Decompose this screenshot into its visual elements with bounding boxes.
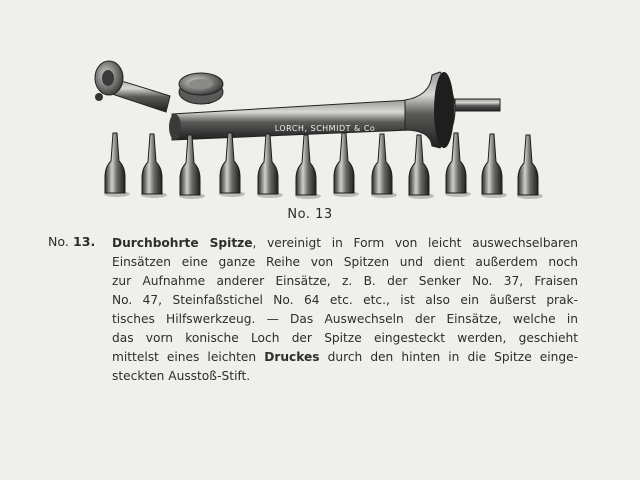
emphasis-druckes: Druckes bbox=[264, 350, 320, 364]
description-line: No. 47, Steinfaßstichel No. 64 etc. etc., ist also ein äußerst prak- bbox=[112, 293, 578, 307]
tip-insert bbox=[104, 133, 130, 197]
entry-number-prefix: No. bbox=[48, 234, 69, 249]
description-line: mittelst eines leichten Druckes durch den hinten in die Spitze einge- bbox=[112, 350, 579, 364]
entry-number-value: 13. bbox=[72, 234, 96, 249]
description-line: steckten Ausstoß-Stift. bbox=[112, 369, 251, 383]
tip-insert bbox=[371, 134, 397, 198]
tip-insert bbox=[517, 135, 543, 199]
brand-engraving: LORCH, SCHMIDT & Co bbox=[274, 124, 376, 133]
tip-insert bbox=[333, 133, 359, 197]
cap-disc-drawing bbox=[179, 73, 223, 104]
description-line: Durchbohrte Spitze, vereinigt in Form von leicht auswechselbaren bbox=[112, 236, 578, 250]
tool-illustration bbox=[0, 0, 640, 205]
tip-insert bbox=[295, 135, 321, 199]
description-line: tisches Hilfswerkzeug. — Das Auswechseln der Einsätze, welche in bbox=[112, 312, 578, 326]
tip-insert bbox=[179, 135, 205, 199]
entry-description bbox=[112, 234, 578, 386]
tip-insert bbox=[257, 134, 283, 198]
entry-number bbox=[48, 234, 95, 249]
tip-insert bbox=[481, 134, 507, 198]
tip-insert bbox=[219, 133, 245, 197]
tip-insert bbox=[408, 135, 434, 199]
description-line: das vorn konische Loch der Spitze eingesteckt werden, geschieht bbox=[112, 331, 578, 345]
description-line: zur Aufnahme anderer Einsätze, z. B. der Senker No. 37, Fraisen bbox=[112, 274, 578, 288]
tip-insert bbox=[141, 134, 167, 198]
tips-row bbox=[104, 133, 543, 199]
product-name: Durchbohrte Spitze bbox=[112, 236, 253, 250]
description-line: Einsätzen eine ganze Reihe von Spitzen und dient außerdem noch bbox=[112, 255, 578, 269]
ejector-pin-drawing bbox=[95, 61, 170, 112]
figure-caption: No. 13 bbox=[287, 207, 333, 222]
